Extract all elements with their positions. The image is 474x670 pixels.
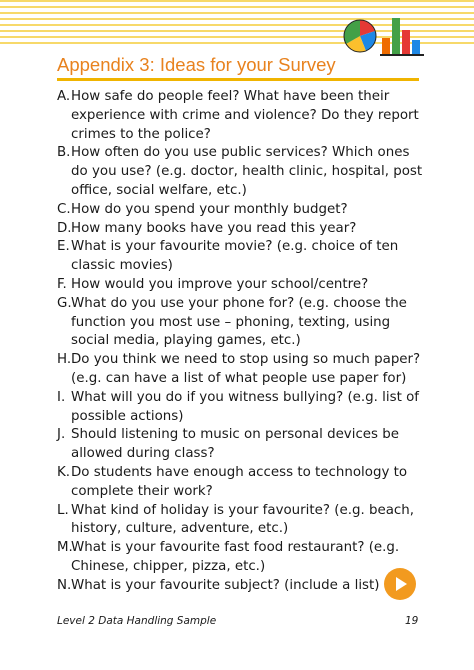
list-item (57, 502, 427, 540)
list-item-text: Do students have enough access to technology to complete their work? (71, 464, 408, 499)
list-item-text: How many books have you read this year? (71, 220, 357, 236)
list-item-label: L. (57, 502, 69, 518)
list-item-label: N. (57, 577, 72, 593)
list-item (57, 201, 427, 220)
list-item-label: F. (57, 276, 67, 292)
list-item (57, 351, 427, 389)
list-item (57, 220, 427, 239)
list-item-text: What is your favourite movie? (e.g. choice of ten classic movies) (71, 239, 399, 274)
list-item-label: B. (57, 145, 71, 161)
list-item-label: E. (57, 239, 70, 255)
chart-logo-icon (340, 12, 426, 58)
list-item-label: C. (57, 201, 71, 217)
list-item-text: Should listening to music on personal devices be allowed during class? (71, 427, 400, 462)
list-item-text: How often do you use public services? Which ones do you use? (e.g. doctor, health clinic, hospital, post office, social welfare, etc.) (71, 145, 423, 198)
list-item-label: H. (57, 352, 72, 368)
list-item-text: What is your favourite subject? (include a list) (71, 577, 380, 593)
list-item-label: D. (57, 220, 72, 236)
list-item (57, 464, 427, 502)
play-icon (384, 568, 416, 600)
list-item (57, 238, 427, 276)
list-item (57, 539, 427, 577)
play-button[interactable] (384, 568, 416, 600)
list-item-text: How would you improve your school/centre? (71, 276, 369, 292)
list-item-label: G. (57, 295, 72, 311)
list-item-text: What do you use your phone for? (e.g. choose the function you most use – phoning, texting, using social media, playing games, etc.) (71, 295, 407, 349)
list-item (57, 144, 427, 200)
list-item-label: I. (57, 389, 66, 405)
list-item (57, 389, 427, 427)
list-item-label: M. (57, 540, 73, 556)
list-item-label: K. (57, 464, 71, 480)
list-item-text: Do you think we need to stop using so much paper? (e.g. can have a list of what people use paper for) (71, 352, 421, 386)
list-item-text: How safe do people feel? What have been their experience with crime and violence? Do they report crimes to the police? (71, 89, 419, 142)
list-item (57, 426, 427, 464)
list-item-label: A. (57, 89, 71, 104)
list-item-text: How do you spend your monthly budget? (71, 201, 348, 217)
list-item (57, 577, 427, 596)
survey-ideas-list (57, 88, 427, 596)
list-item-text: What will you do if you witness bullying? (e.g. list of possible actions) (71, 389, 420, 424)
page-number: 19 (405, 615, 419, 627)
list-item-text: What kind of holiday is your favourite? (e.g. beach, history, culture, adventure, etc.) (71, 502, 415, 537)
page-title: Appendix 3: Ideas for your Survey (57, 54, 336, 75)
title-underline (57, 78, 419, 81)
list-item-label: J. (57, 427, 66, 443)
footer-title: Level 2 Data Handling Sample (57, 615, 217, 627)
list-item (57, 295, 427, 351)
list-item (57, 276, 427, 295)
list-item-text: What is your favourite fast food restaurant? (e.g. Chinese, chipper, pizza, etc.) (71, 540, 400, 574)
list-item (57, 88, 427, 144)
